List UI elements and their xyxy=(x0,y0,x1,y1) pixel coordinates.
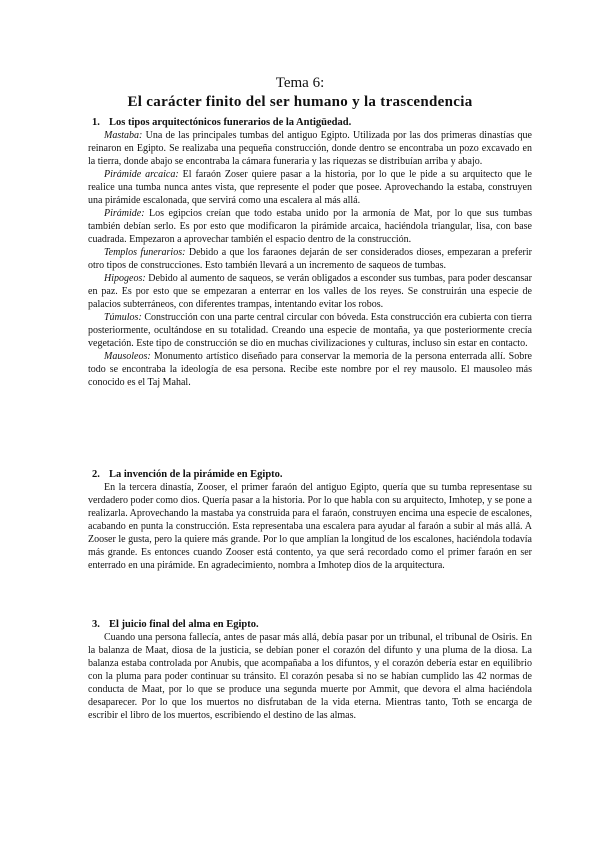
title-block xyxy=(0,74,600,112)
term: Templos funerarios: xyxy=(104,247,186,258)
section-number: 1. xyxy=(92,117,100,128)
page-subtitle: El carácter finito del ser humano y la trascendencia xyxy=(127,94,473,110)
paragraph-text: En la tercera dinastía, Zooser, el primer faraón del antiguo Egipto, quería que su tumba representase su verdadero poder como dios. Quería pasar a la historia. Por lo que habla con su arquitecto, Imhotep, y se pone a realizarla. Aprovechando la mastaba ya construida para el faraón, construyen encima una especie de escalones, acabando en punta la construcción. Esta representaba una escalera para ayudar al faraón a subir al más allá. A Zooser le gusta, pero la quiere más grande. Por lo que amplían la longitud de los escalones, haciéndola todavía más grande. Es entonces cuando Zooser está contento, ya que será recordado como el primer faraón en ser enterrado en una pirámide. En agradecimiento, nombra a Imhotep dios de la arquitectura. xyxy=(88,482,532,571)
section-heading xyxy=(92,116,532,129)
paragraph-text: Una de las principales tumbas del antiguo Egipto. Utilizada por las dos primeras dinastías que reinaron en Egipto. Se realizaba una pequeña construcción, donde dentro se encontraba un pozo excavado en la tierra, donde abajo se encontraba la cámara funeraria y las riquezas se distribuían arriba y abajo. xyxy=(88,130,532,167)
term: Túmulos: xyxy=(104,312,142,323)
paragraph-text: Debido a que los faraones dejarán de ser considerados dioses, empezaran a preferir otro tipos de construcciones. Esto también llevará a un incremento de saqueos de tumbas. xyxy=(88,247,532,271)
paragraph-text: El faraón Zoser quiere pasar a la historia, por lo que le pide a su arquitecto que le realice una tumba nunca antes vista, que represente el poder que posee. Aprovechando la estaba, construyen una pirámide escalonada, que servirá como una escalera al más allá. xyxy=(88,169,532,206)
paragraph-juicio xyxy=(88,631,532,722)
paragraph-hipogeos xyxy=(88,272,532,311)
page-title: Tema 6: xyxy=(275,75,325,91)
paragraph-tumulos xyxy=(88,311,532,350)
paragraph-piramide xyxy=(88,207,532,246)
paragraph-mausoleos xyxy=(88,350,532,389)
section-title: La invención de la pirámide en Egipto. xyxy=(109,469,283,480)
term: Pirámide arcaica: xyxy=(104,169,179,180)
paragraph-text: Cuando una persona fallecía, antes de pasar más allá, debía pasar por un tribunal, el tribunal de Osiris. En la balanza de Maat, diosa de la justicia, se debían poner el corazón del difunto y una pluma de la diosa. La balanza estaba controlada por Anubis, que acompañaba a los difuntos, y el corazón debería estar en equilibrio con la pluma para poder continuar su tránsito. El corazón pesaba si no se habían cumplido las 42 normas de conducta de Maat, por lo que se produce una segunda muerte por Ammit, que devora el alma haciéndola desaparecer. Por lo que los muertos no disfrutaban de la vida eterna. Mientras tanto, Toth se encarga de escribir el libro de los muertos, escribiendo el destino de las almas. xyxy=(88,632,532,721)
section-number: 2. xyxy=(92,469,100,480)
section-title: El juicio final del alma en Egipto. xyxy=(109,619,259,630)
paragraph-mastaba xyxy=(88,129,532,168)
term: Mausoleos: xyxy=(104,351,151,362)
section-2 xyxy=(88,468,532,572)
section-number: 3. xyxy=(92,619,100,630)
section-heading xyxy=(92,618,532,631)
term: Pirámide: xyxy=(104,208,145,219)
paragraph-text: Monumento artístico diseñado para conservar la memoria de la persona enterrada allí. Sobre todo se encontraba la ideología de esa persona. Recibe este nombre por el rey mausolo. El mausoleo más conocido es el Taj Mahal. xyxy=(88,351,532,388)
paragraph-text: Construcción con una parte central circular con bóveda. Esta construcción era cubierta con tierra posteriormente, ocultándose en su totalidad. Creando una especie de montaña, ya que posteriormente crecía vegetación. Este tipo de construcción se dio en muchas civilizaciones y culturas, incluso sin estar en contacto. xyxy=(88,312,532,349)
section-3 xyxy=(88,618,532,722)
section-title: Los tipos arquitectónicos funerarios de la Antigüedad. xyxy=(109,117,352,128)
section-1 xyxy=(88,116,532,389)
paragraph-text: Debido al aumento de saqueos, se verán obligados a esconder sus tumbas, para poder descansar en paz. Es por esto que se empezaran a enterrar en los valles de los reyes. Se construirán una especie de palacios subterráneos, con diferentes trampas, intentando evitar los robos. xyxy=(88,273,532,310)
paragraph-invencion xyxy=(88,481,532,572)
section-heading xyxy=(92,468,532,481)
paragraph-piramide-arcaica xyxy=(88,168,532,207)
term: Hipogeos: xyxy=(104,273,146,284)
paragraph-text: Los egipcios creían que todo estaba unido por la armonía de Mat, por lo que sus tumbas también debían serlo. Es por esto que modificaron la pirámide arcaica, haciéndola triangular, lisa, con base cuadrada. Empezaron a aprovechar también el espacio dentro de la construcción. xyxy=(88,208,532,245)
term: Mastaba: xyxy=(104,130,143,141)
paragraph-templos-funerarios xyxy=(88,246,532,272)
